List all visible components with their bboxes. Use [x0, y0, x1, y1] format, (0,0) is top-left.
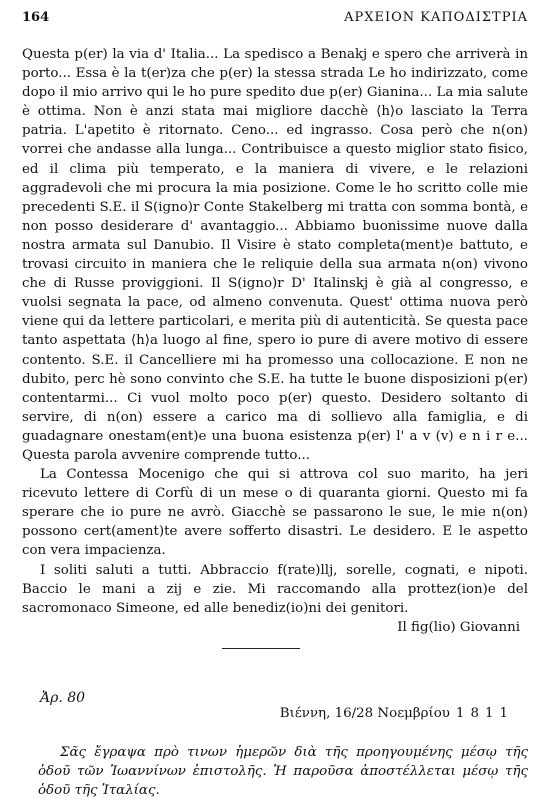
section-divider [222, 648, 300, 649]
letter-paragraph-3: I soliti saluti a tutti. Abbraccio f(rate)llj, sorelle, cognati, e nipoti. Baccio le mani a zij e zie. Mi raccomando alla prottez(ion)e del sacromonaco Simeone, ed alle benediz(io)ni dei genitori. [22, 562, 528, 616]
greek-letter-body [38, 743, 528, 800]
letter-paragraph-2: La Contessa Mocenigo che qui si attrova col suo marito, ha jeri ricevuto lettere di Corfù di un mese o di quaranta giorni. Questo mi fa sperare che io pure ne avrò. Giacchè se passarono le sue, le mie n(on) possono cert(ament)te avere sofferto disastri. Le desidero. E le aspetto con vera impacienza. [22, 467, 528, 559]
letter-signature: Il fig(lio) Giovanni [397, 619, 520, 635]
greek-paragraph-1: Σᾶς ἔγραψα πρὸ τινων ἡμερῶν διὰ τῆς προηγουμένης μέσῳ τῆς ὁδοῦ τῶν Ἰωαννίνων ἐπιστολῆς. Ἡ παροῦσα ἀποστέλλεται μέσῳ τῆς ὁδοῦ τῆς Ἰταλίας. [38, 745, 528, 799]
document-year: 1811 [455, 706, 514, 721]
document-place-date [280, 706, 514, 721]
page-header [22, 10, 528, 28]
running-title: ΑΡΧΕΙΟΝ ΚΑΠΟΔΙΣΤΡΙΑ [344, 10, 528, 25]
letter-body [22, 45, 528, 637]
letter-paragraph-1: Questa p(er) la via d' Italia... La spedisco a Benakj e spero che arriverà in porto... Essa è la t(er)za che p(er) la stessa strada Le ho indirizzato, come dopo il mio arrivo qui le ho pure spedito due p(er) Gianina... La mia salute è ottima. Non è anzi stata mai migliore dacchè ⟨h⟩o lasciato la Terra patria. L'apetito è ritornato. Ceno... ed ingrasso. Cosa però che n(on) vorrei che andasse alla lunga... Contribuisce a questo miglior stato fisico, ed il clima più temperato, e la maniera di vivere, e le relazioni aggradevoli che mi procura la mia posizione. Come le ho scritto colle mie precedenti S.E. il S(igno)r Conte Stakelberg mi tratta con somma bontà, e non posso desiderare d' avantaggio... Abbiamo buonissime nuove dalla nostra armata sul Danubio. Il Visire è stato completa(ment)e battuto, e trovasi circuito in maniera che le reliquie della sua armata n(on) vivono che di Russe proviggioni. Il S(igno)r D' Italinskj è già al congresso, e vuolsi segnata la pace, od almeno convenuta. Quest' ottima nuova però viene qui da lettere particolari, e merita più di autenticità. Se questa pace tanto aspettata ⟨h⟩a luogo al fine, spero io pure di avere motivo di essere contento. S.E. il Cancelliere mi ha promesso una collocazione. E non ne dubito, perc hè sono convinto che S.E. ha tutte le buone disposizioni p(er) contentarmi... Ci vuol molto poco p(er) questo. Desidero soltanto di servire, di n(on) essere a carico ma di sollievo alla famiglia, e di guadagnare onestam(ent)e una buona esistenza p(er) l' a v (v) e n i r e... Questa parola avvenire comprende tutto... [22, 47, 528, 463]
document-place: Βιέννη, 16/28 Νοεμβρίου [279, 706, 450, 721]
page-number: 164 [22, 10, 50, 25]
document-number: Ἀρ. 80 [40, 690, 86, 706]
